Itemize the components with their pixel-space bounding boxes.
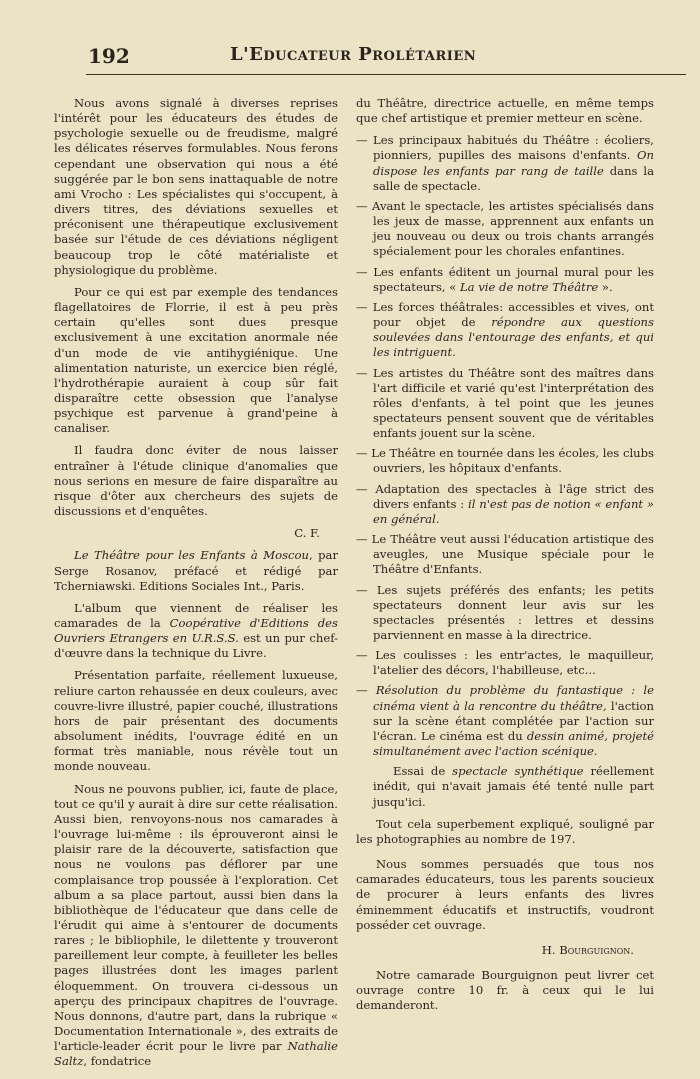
text: Résolution du problème du fantastique : le cinéma vient à la rencontre du théâtre, (373, 683, 654, 713)
list-item (356, 300, 654, 361)
book-reference (54, 548, 338, 593)
paragraph: du Théâtre, directrice actuelle, en même temps que chef artistique et premier metteur en scène. (356, 96, 654, 126)
text: — Les enfants éditent un journal mural pour les spectateurs, « (356, 264, 654, 294)
left-column (54, 96, 338, 1077)
text: — Les principaux habitués du Théâtre : écoliers, pionniers, pupilles des maisons d'enfants. (356, 133, 654, 163)
text: — Les forces théâtrales: accessibles et vives, ont pour objet de (356, 299, 654, 330)
text: On dispose les enfants par rang de taille (373, 148, 654, 178)
list-item: — Avant le spectacle, les artistes spécialisés dans les jeux de masse, apprennent aux enfants un jeu nouveau ou deux ou trois chants arrangés spécialement pour les chorales enfantines. (356, 198, 654, 259)
list-item (356, 683, 654, 759)
text: dessin animé, projeté simultanément avec l'action scénique. (373, 728, 654, 759)
list-item: — Les sujets préférés des enfants; les petits spectateurs donnent leur avis sur les spectacles présentés : lettres et dessins parviennent en masse à la directrice. (356, 582, 654, 642)
paragraph: Pour ce qui est par exemple des tendances flagellatoires de Florrie, il est à peu près certain qu'elles sont dues presque exclusivement à une excitation anormale née d'un mode de vie antihygiénique. Une alimentation naturiste, un exercice bien réglé, l'hydrothérapie auraient à coup sûr fait disparaître cette obsession que l'analyse psychique est parvenue à grand'peine à canaliser. (54, 284, 338, 436)
book-title: Le Théâtre pour les Enfants à Moscou (74, 548, 309, 563)
paragraph: Notre camarade Bourguignon peut livrer cet ouvrage contre 10 fr. à ceux qui le lui demanderont. (356, 967, 654, 1013)
text: réellement inédit, qui n'avait jamais été tenté nulle part jusqu'ici. (373, 764, 654, 809)
text: ». (598, 279, 613, 294)
text: , fondatrice (83, 1054, 152, 1069)
list-item: — Les artistes du Théâtre sont des maîtres dans l'art difficile et varié qu'est l'interprétation des rôles d'enfants, à tel point que les jeunes spectateurs pensent souvent que de véritables enfants jouent sur la scène. (356, 365, 654, 441)
list-item: — Le Théâtre en tournée dans les écoles, les clubs ouvriers, les hôpitaux d'enfants. (356, 446, 654, 476)
text: Nous ne pouvons publier, ici, faute de place, tout ce qu'il y aurait à dire sur cette réalisation. Aussi bien, renvoyons-nous nos camarades à l'ouvrage lui-même : ils éprouveront ainsi le plaisir rare de la découverte, satisfaction que nous ne voulons pas déflorer par une complaisance trop poussée à l'exploration. Cet album a sa place partout, aussi bien dans la bibliothèque de l'éducateur que dans celle de l'érudit qui aime à s'entourer de documents rares ; le bibliophile, le dilettente y trouveront pareillement leur compte, à feuilleter les belles pages illustrées dont les images parlent éloquemment. On trouvera ci-dessous un aperçu des principaux chapitres de l'ouvrage. Nous donnons, d'autre part, dans la rubrique « Documentation Internationale », des extraits de l'article-leader écrit pour le livre par (54, 781, 338, 1054)
text: L'album que viennent de réaliser les camarades de la (54, 600, 338, 630)
publisher-name: Coopérative d'Editions des Ouvriers Etrangers en U.R.S.S. (54, 616, 338, 646)
list-item (356, 265, 654, 295)
text: répondre aux questions soulevées dans l'entourage des enfants, et qui les intriguent. (373, 315, 654, 360)
journal-title: L'Educateur Prolétarien (230, 44, 477, 65)
text: il n'est pas de notion « enfant » en général. (373, 496, 654, 526)
text: est un pur chef-d'œuvre dans la technique du Livre. (54, 631, 338, 661)
paragraph (54, 601, 338, 662)
text: dans la salle de spectacle. (373, 163, 654, 193)
text: — (356, 683, 376, 698)
text: La vie de notre Théâtre (459, 279, 599, 294)
book-info: , par Serge Rosanov, préfacé et rédigé par Tcherniawski. Editions Sociales Int., Paris. (54, 548, 338, 593)
paragraph: Nous sommes persuadés que tous nos camarades éducateurs, tous les parents soucieux de procurer à leurs enfants des livres éminemment éducatifs et instructifs, voudront posséder cet ouvrage. (356, 857, 654, 932)
paragraph: Présentation parfaite, réellement luxueuse, reliure carton rehaussée en deux couleurs, avec couvre-livre illustré, papier couché, illustrations hors de pair présentant des documents absolument inédits, l'ouvrage édité en un format très maniable, nous révèle tout un monde nouveau. (54, 668, 338, 774)
paragraph (373, 764, 654, 809)
text: — Adaptation des spectacles à l'âge strict des divers enfants : (356, 481, 654, 511)
list-item: — Les coulisses : les entr'actes, le maquilleur, l'atelier des décors, l'habilleuse, etc... (356, 648, 654, 678)
author-name: Nathalie Saltz (54, 1039, 338, 1069)
header-rule (86, 74, 686, 75)
page-number: 192 (88, 44, 130, 68)
list-item: — Le Théâtre veut aussi l'éducation artistique des aveugles, une Musique spéciale pour le Théâtre d'Enfants. (356, 532, 654, 577)
paragraph: Nous avons signalé à diverses reprises l'intérêt pour les éducateurs des études de psychologie sexuelle ou de freudisme, malgré les délicates réserves formulables. Nous ferons cependant une observation qui nous a été suggérée par le bon sens inattaquable de notre ami Vrocho : Les spécialistes qui s'occupent, à divers titres, des déviations sexuelles et préconisent une thérapeutique exclusivement basée sur l'étude de ces déviations négligent beaucoup trop le côté matérialiste et physiologique du problème. (54, 96, 338, 277)
list-item (356, 133, 654, 194)
paragraph: Il faudra donc éviter de nous laisser entraîner à l'étude clinique d'anomalies que nous serions en mesure de faire disparaître au risque d'ôter aux chercheurs des sujets de discussions et d'enquêtes. (54, 443, 338, 519)
page-header (88, 44, 680, 74)
text: l'action sur la scène étant complétée par l'action sur l'écran. Le cinéma est du (373, 698, 654, 743)
signature-bourguignon: H. Bourguignon. (541, 942, 634, 957)
list-item (356, 482, 654, 527)
signature-cf: C. F. (294, 526, 320, 541)
text: spectacle synthétique (452, 764, 584, 779)
paragraph: Tout cela superbement expliqué, souligné par les photographies au nombre de 197. (356, 816, 654, 846)
right-column (356, 96, 654, 1020)
paragraph (54, 782, 338, 1070)
text: Essai de (393, 764, 453, 779)
